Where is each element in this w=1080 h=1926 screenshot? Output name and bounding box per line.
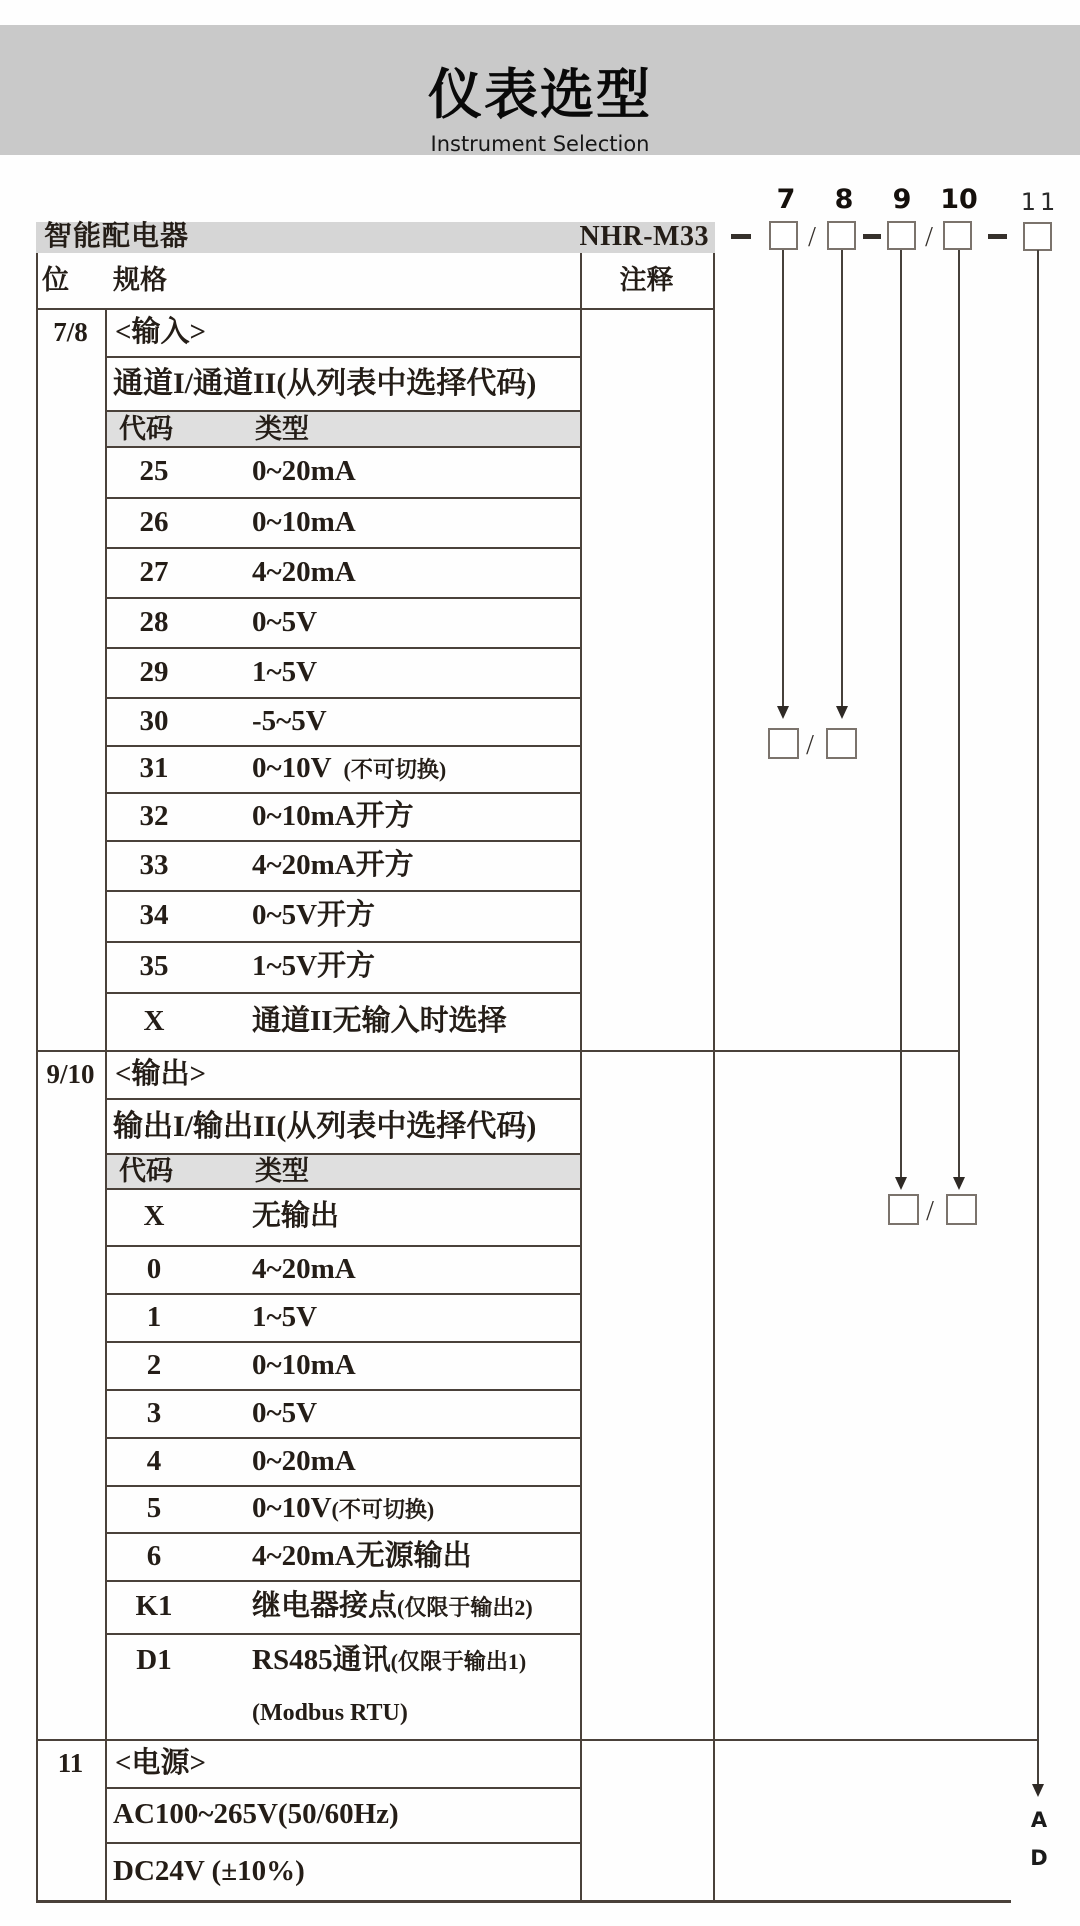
type-header: 类型 — [255, 414, 309, 444]
arrow-down-icon — [895, 1177, 907, 1190]
code-cell: 6 — [146, 1540, 162, 1572]
table-border — [580, 253, 582, 1903]
section-label: <输出> — [115, 1058, 207, 1090]
code-cell: 35 — [139, 950, 169, 982]
table-row — [105, 1341, 580, 1389]
table-row — [105, 1532, 580, 1580]
page-subtitle: Instrument Selection — [430, 132, 650, 156]
section-subtitle: 输出I/输出II(从列表中选择代码) — [113, 1110, 537, 1143]
input-channel2-box — [826, 728, 857, 759]
code-cell: 33 — [139, 849, 169, 881]
output1-box — [888, 1194, 919, 1225]
code-cell: 5 — [146, 1492, 162, 1524]
type-cell: 0~10V(不可切换) — [252, 1492, 435, 1524]
code-cell: 27 — [139, 556, 169, 588]
type-cell: 继电器接点(仅限于输出2) — [252, 1590, 533, 1622]
code-box-10 — [943, 221, 972, 250]
output2-box — [946, 1194, 977, 1225]
type-cell: 0~10mA — [252, 506, 356, 538]
code-cell: 0 — [146, 1253, 162, 1285]
table-row — [105, 840, 580, 890]
type-cell: 0~10V (不可切换) — [252, 752, 447, 784]
section-divider — [36, 1739, 1038, 1741]
input-channel1-box — [768, 728, 799, 759]
table-row — [105, 1437, 580, 1485]
type-cell: 0~10mA开方 — [252, 800, 414, 832]
table-row — [105, 497, 580, 547]
dash-separator — [988, 234, 1007, 239]
code-box-8 — [827, 221, 856, 250]
section-subtitle: 通道I/通道II(从列表中选择代码) — [113, 367, 537, 400]
code-box-9 — [887, 221, 916, 250]
page-header-band — [0, 25, 1080, 155]
code-header-band — [105, 1155, 580, 1188]
type-cell: 1~5V开方 — [252, 950, 376, 982]
code-header: 代码 — [119, 414, 173, 444]
code-cell: K1 — [135, 1590, 173, 1622]
table-border — [713, 253, 715, 1903]
table-row — [105, 1485, 580, 1532]
power-option: AC100~265V(50/60Hz) — [113, 1798, 399, 1830]
code-cell: 34 — [139, 899, 169, 931]
type-cell: -5~5V — [252, 705, 327, 737]
type-cell: 0~20mA — [252, 455, 356, 487]
table-bottom-border — [36, 1900, 1011, 1903]
table-row — [105, 745, 580, 792]
table-row — [105, 890, 580, 941]
table-border — [105, 410, 580, 412]
code-box-11 — [1023, 222, 1052, 251]
position-number-8: 8 — [834, 184, 854, 215]
arrow-down-icon — [836, 706, 848, 719]
code-header-band — [105, 412, 580, 446]
product-name: 智能配电器 — [44, 221, 190, 252]
slash-separator: / — [808, 222, 816, 253]
section-label: <输入> — [115, 316, 207, 348]
type-cell: 4~20mA开方 — [252, 849, 414, 881]
position-cell: 7/8 — [53, 317, 88, 347]
arrow-down-icon — [1032, 1784, 1044, 1797]
type-cell: 0~10mA — [252, 1349, 356, 1381]
leader-line-8 — [841, 250, 843, 708]
power-code-A: A — [1030, 1808, 1048, 1832]
table-border — [105, 1153, 580, 1155]
table-row — [105, 547, 580, 597]
code-cell: 28 — [139, 606, 169, 638]
code-cell: 2 — [146, 1349, 162, 1381]
table-row — [105, 1293, 580, 1341]
page-title: 仪表选型 — [428, 63, 652, 126]
type-cell-line2: (Modbus RTU) — [252, 1700, 408, 1726]
leader-line-10 — [958, 250, 960, 1178]
slash-separator: / — [806, 730, 814, 761]
table-row — [105, 446, 580, 497]
code-cell: 3 — [146, 1397, 162, 1429]
type-cell: 通道II无输入时选择 — [252, 1005, 507, 1037]
type-cell: 无输出 — [252, 1200, 340, 1232]
col-header-note: 注释 — [619, 265, 674, 295]
type-cell: 4~20mA — [252, 556, 356, 588]
code-cell: X — [143, 1200, 165, 1232]
table-row — [105, 1633, 580, 1688]
type-cell: 0~5V — [252, 1397, 318, 1429]
type-header: 类型 — [255, 1156, 309, 1186]
type-cell: 1~5V — [252, 1301, 318, 1333]
type-note: (仅限于输出1) — [390, 1649, 527, 1674]
position-number-7: 7 — [776, 184, 796, 215]
type-cell: 0~20mA — [252, 1445, 356, 1477]
code-cell: 30 — [139, 705, 169, 737]
code-header: 代码 — [119, 1156, 173, 1186]
code-cell: 1 — [146, 1301, 162, 1333]
type-cell: 4~20mA无源输出 — [252, 1540, 472, 1572]
code-box-7 — [769, 221, 798, 250]
col-header-spec: 规格 — [113, 265, 167, 295]
type-note: (仅限于输出2) — [397, 1595, 533, 1620]
power-code-D: D — [1030, 1846, 1048, 1870]
position-cell: 11 — [57, 1748, 84, 1778]
code-cell: 4 — [146, 1445, 162, 1477]
dash-separator — [731, 234, 751, 239]
type-note: (不可切换) — [331, 1497, 435, 1522]
type-cell: 1~5V — [252, 656, 318, 688]
arrow-down-icon — [953, 1177, 965, 1190]
table-row — [105, 697, 580, 745]
type-note: (不可切换) — [343, 757, 447, 782]
position-cell: 9/10 — [46, 1059, 95, 1089]
slash-separator: / — [926, 1196, 934, 1227]
code-cell: 26 — [139, 506, 169, 538]
table-row — [105, 792, 580, 840]
table-row — [105, 1580, 580, 1633]
table-row — [105, 1245, 580, 1293]
section-divider — [36, 1050, 960, 1052]
table-row — [105, 992, 580, 1050]
dash-separator — [863, 234, 881, 239]
code-cell: 25 — [139, 455, 169, 487]
type-cell: 0~5V开方 — [252, 899, 376, 931]
table-row — [105, 597, 580, 647]
position-number-10: 10 — [940, 184, 978, 215]
slash-separator: / — [925, 222, 933, 253]
code-cell: D1 — [136, 1644, 172, 1676]
arrow-down-icon — [777, 706, 789, 719]
selection-table — [36, 222, 715, 1903]
type-cell: 0~5V — [252, 606, 318, 638]
code-cell: 32 — [139, 800, 169, 832]
power-option: DC24V (±10%) — [113, 1855, 305, 1887]
position-number-9: 9 — [892, 184, 912, 215]
table-row — [105, 647, 580, 697]
table-row-continuation — [105, 1688, 580, 1738]
leader-line-11 — [1037, 250, 1039, 1785]
col-header-position: 位 — [42, 265, 69, 295]
model-number: NHR-M33 — [579, 221, 709, 252]
leader-line-7 — [782, 250, 784, 708]
type-cell: 4~20mA — [252, 1253, 356, 1285]
table-row — [105, 1389, 580, 1437]
code-cell: 31 — [139, 752, 169, 784]
type-cell: RS485通讯(仅限于输出1) — [252, 1644, 527, 1676]
code-cell: 29 — [139, 656, 169, 688]
leader-line-9 — [900, 250, 902, 1178]
code-cell: X — [143, 1005, 165, 1037]
position-number-11: 11 — [1020, 188, 1060, 216]
table-row — [105, 941, 580, 992]
section-label: <电源> — [115, 1747, 207, 1779]
table-row — [105, 1188, 580, 1245]
